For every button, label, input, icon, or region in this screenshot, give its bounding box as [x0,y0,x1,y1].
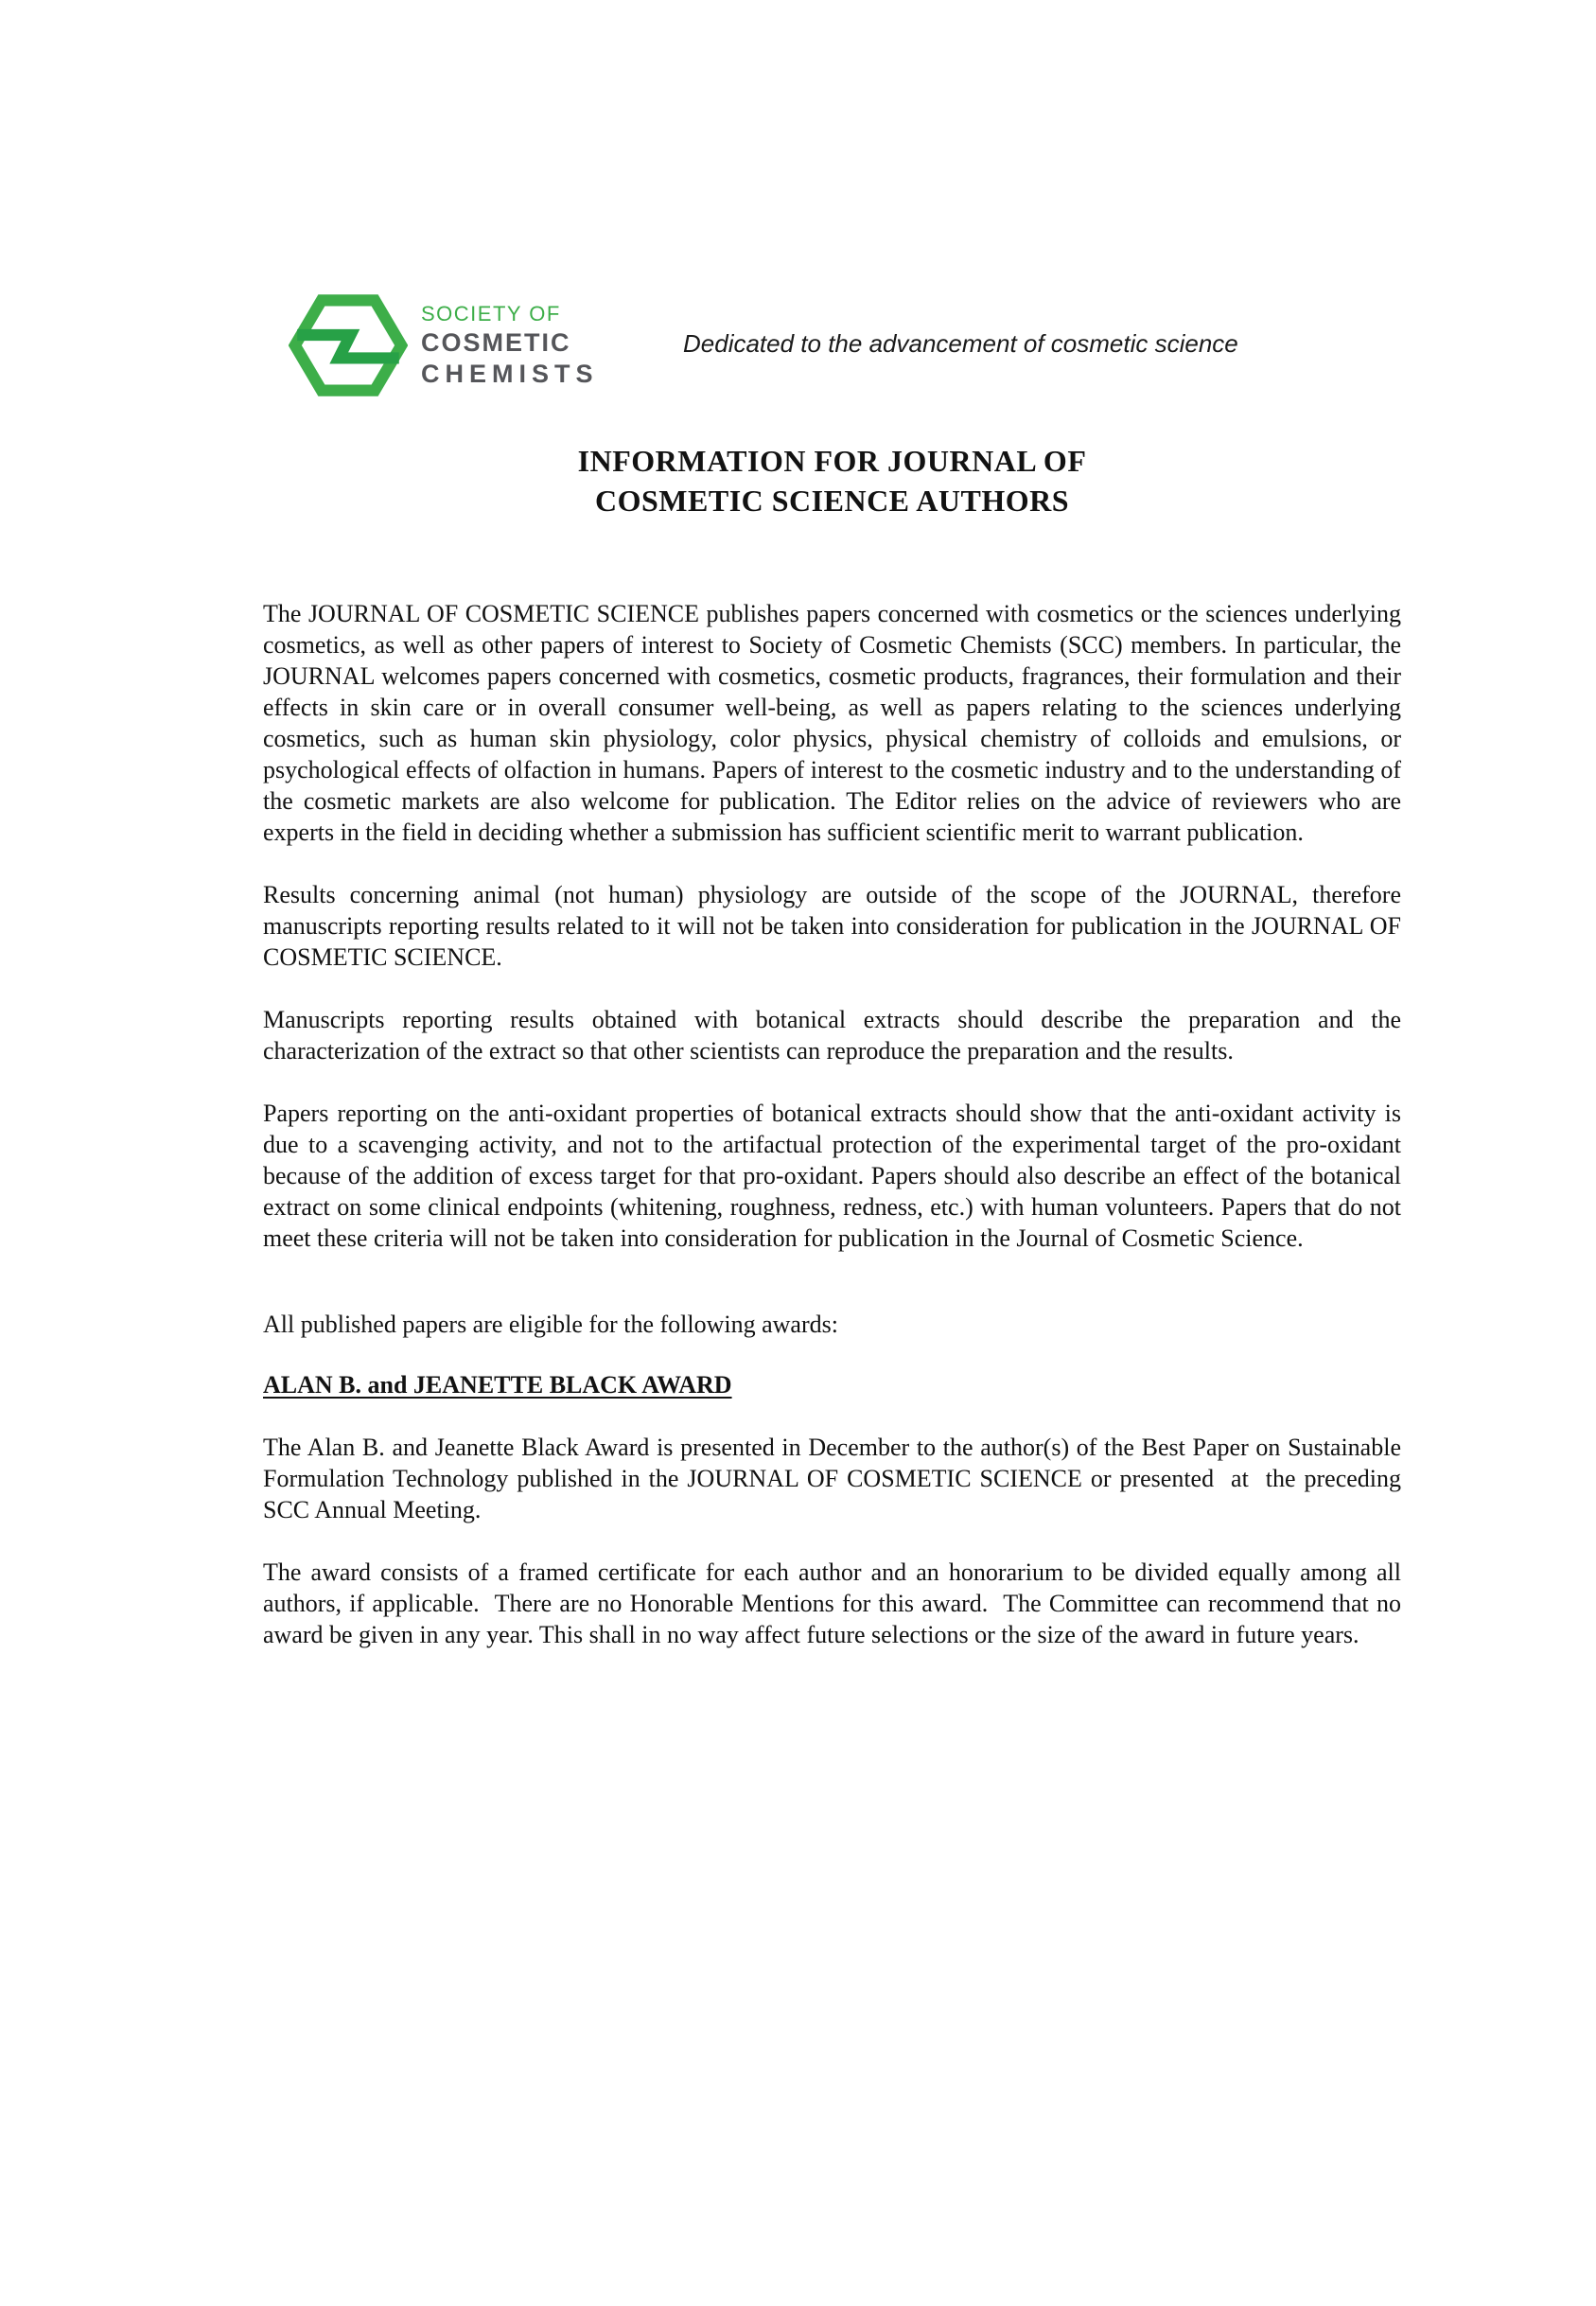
logo-chemists-text: CHEMISTS [421,360,599,388]
logo-society-of-text: SOCIETY OF [421,302,561,326]
scc-logo [289,293,599,397]
paragraph-animal-scope: Results concerning animal (not human) physiology are outside of the scope of the JOURNAL, therefore manuscripts reporting results related to it will not be taken into consideration for publication in the JOURNAL OF COSMETIC SCIENCE. [263,881,1408,971]
page-title-line1: INFORMATION FOR JOURNAL OF [577,444,1087,478]
paragraph-journal-intro: The JOURNAL OF COSMETIC SCIENCE publishes papers concerned with cosmetics or the sciences underlying cosmetics, as well as other papers of interest to Society of Cosmetic Chemists (SCC) members. In particular, the JOURNAL welcomes papers concerned with cosmetics, cosmetic products, fragrances, their formulation and their effects in skin care or in overall consumer well-being, as well as papers relating to the sciences underlying cosmetics, such as human skin physiology, color physics, physical chemistry of colloids and emulsions, or psychological effects of olfaction in humans. Papers of interest to the cosmetic industry and to the understanding of the cosmetic markets are also welcome for publication. The Editor relies on the advice of reviewers who are experts in the field in deciding whether a submission has sufficient scientific merit to warrant publication. [263,600,1408,846]
page-title [263,441,1401,520]
tagline-text: Dedicated to the advancement of cosmetic science [683,329,1238,358]
page-title-line2: COSMETIC SCIENCE AUTHORS [595,484,1069,518]
paragraph-award-details: The award consists of a framed certificate for each author and an honorarium to be divided equally among all authors, if applicable. There are no Honorable Mentions for this award. The Committee can recommend that no award be given in any year. This shall in no way affect future selections or the size of the award in future years. [263,1558,1408,1648]
paragraph-award-description: The Alan B. and Jeanette Black Award is presented in December to the author(s) of the Best Paper on Sustainable Formulation Technology published in the JOURNAL OF COSMETIC SCIENCE or presented at the preceding SCC Annual Meeting. [263,1434,1408,1523]
award-heading [263,1369,1401,1400]
document-body [263,598,1408,1681]
paragraph-awards-intro: All published papers are eligible for the following awards: [263,1311,838,1338]
paragraph-antioxidant: Papers reporting on the anti-oxidant properties of botanical extracts should show that the anti-oxidant activity is due to a scavenging activity, and not to the artifactual protection of the experimental target of the pro-oxidant because of the addition of excess target for that pro-oxidant. Papers should also describe an effect of the botanical extract on some clinical endpoints (whitening, roughness, redness, etc.) with human volunteers. Papers that do not meet these criteria will not be taken into consideration for publication in the Journal of Cosmetic Science. [263,1100,1408,1252]
logo-cosmetic-text: COSMETIC [421,328,571,357]
scc-logo-text [421,301,599,390]
scc-hexagon-icon [289,293,408,397]
paragraph-botanical-extracts: Manuscripts reporting results obtained with botanical extracts should describe the preparation and the characterization of the extract so that other scientists can reproduce the preparation and the results. [263,1006,1408,1065]
award-heading-text: ALAN B. and JEANETTE BLACK AWARD [263,1371,732,1399]
